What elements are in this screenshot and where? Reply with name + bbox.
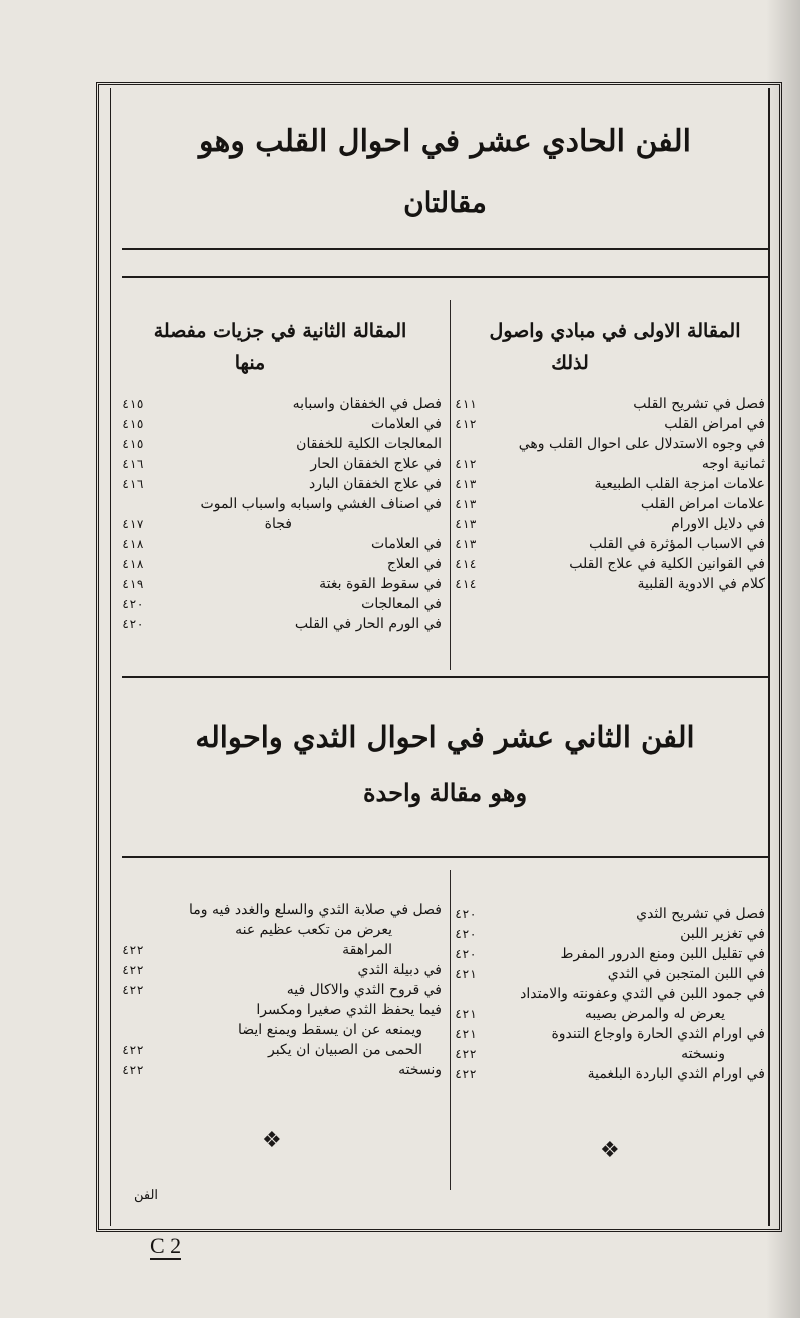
entry-page: ٤١١ bbox=[455, 397, 477, 411]
entry-title: فيما يحفظ الثدي صغيرا ومكسرا bbox=[256, 1002, 442, 1018]
entry-title: في وجوه الاستدلال على احوال القلب وهي bbox=[518, 436, 765, 452]
entry-page: ٤١٤ bbox=[455, 557, 477, 571]
toc-entry bbox=[122, 574, 442, 594]
toc-entry bbox=[455, 964, 765, 984]
entry-page: ٤١٦ bbox=[122, 477, 144, 491]
toc-entry bbox=[122, 434, 442, 454]
entry-page: ٤٢٠ bbox=[455, 907, 477, 921]
entry-title: فجاة bbox=[264, 516, 292, 532]
entry-page: ٤١٨ bbox=[122, 537, 144, 551]
entry-page: ٤٢٢ bbox=[122, 963, 144, 977]
entry-title: في القوانين الكلية في علاج القلب bbox=[569, 556, 765, 572]
toc-entry bbox=[455, 434, 765, 454]
entry-title: يعرض من تكعب عظيم عنه bbox=[235, 922, 392, 938]
entry-title: في دلايل الاورام bbox=[671, 516, 765, 532]
entry-title: فصل في تشريح الثدي bbox=[636, 906, 765, 922]
entry-page: ٤٢٢ bbox=[455, 1047, 477, 1061]
toc-entry bbox=[122, 920, 442, 940]
section2-left-list bbox=[122, 900, 442, 1080]
toc-entry bbox=[122, 394, 442, 414]
entry-title: في العلامات bbox=[370, 416, 442, 432]
section1-left-heading-line1: المقالة الثانية في جزيات مفصلة bbox=[153, 320, 407, 342]
entry-page: ٤١٦ bbox=[122, 457, 144, 471]
toc-entry bbox=[455, 1044, 765, 1064]
ornament-right: ❖ bbox=[600, 1138, 620, 1163]
toc-entry bbox=[122, 494, 442, 514]
divider-top bbox=[122, 248, 768, 250]
toc-entry bbox=[122, 1000, 442, 1020]
entry-title: في العلامات bbox=[370, 536, 442, 552]
divider-top-2 bbox=[122, 276, 768, 278]
toc-entry bbox=[455, 984, 765, 1004]
toc-entry bbox=[122, 614, 442, 634]
toc-entry bbox=[455, 574, 765, 594]
entry-page: ٤١٢ bbox=[455, 417, 477, 431]
entry-page: ٤١٥ bbox=[122, 397, 144, 411]
section1-title-line1: الفن الحادي عشر في احوال القلب وهو bbox=[199, 124, 691, 159]
column-divider-1 bbox=[450, 300, 451, 670]
section1-right-list bbox=[455, 394, 765, 594]
entry-page: ٤١٣ bbox=[455, 537, 477, 551]
entry-title: كلام في الادوية القلبية bbox=[637, 576, 765, 592]
entry-title: في قروح الثدي والاكال فيه bbox=[286, 982, 442, 998]
section1-right-heading-line2: لذلك bbox=[551, 352, 589, 374]
toc-entry bbox=[455, 904, 765, 924]
toc-entry bbox=[122, 554, 442, 574]
toc-entry bbox=[455, 1064, 765, 1084]
toc-entry bbox=[122, 594, 442, 614]
entry-title: فصل في تشريح القلب bbox=[633, 396, 765, 412]
section1-left-list bbox=[122, 394, 442, 634]
entry-page: ٤٢٢ bbox=[455, 1067, 477, 1081]
entry-page: ٤١٤ bbox=[455, 577, 477, 591]
entry-title: المعالجات الكلية للخفقان bbox=[296, 436, 442, 452]
entry-title: الحمى من الصبيان ان يكبر bbox=[268, 1042, 422, 1058]
printer-signature: C 2 bbox=[150, 1233, 182, 1258]
toc-entry bbox=[122, 940, 442, 960]
entry-title: علامات امراض القلب bbox=[640, 496, 765, 512]
toc-entry bbox=[122, 980, 442, 1000]
entry-title: في سقوط القوة بغتة bbox=[319, 576, 442, 592]
entry-page: ٤٢٠ bbox=[455, 927, 477, 941]
entry-page: ٤٢١ bbox=[455, 1027, 477, 1041]
entry-page: ٤٢٠ bbox=[455, 947, 477, 961]
toc-entry bbox=[122, 1040, 442, 1060]
entry-title: ويمنعه عن ان يسقط ويمنع ايضا bbox=[237, 1022, 422, 1038]
entry-page: ٤١٣ bbox=[455, 477, 477, 491]
entry-title: في دبيلة الثدي bbox=[357, 962, 442, 978]
toc-entry bbox=[122, 900, 442, 920]
section1-right-heading-line1: المقالة الاولى في مبادي واصول bbox=[489, 320, 741, 342]
entry-title: في تغزير اللبن bbox=[680, 926, 765, 942]
entry-page: ٤٢١ bbox=[455, 967, 477, 981]
entry-title: في تقليل اللبن ومنع الدرور المفرط bbox=[560, 946, 765, 962]
entry-title: في اورام الثدي الباردة البلغمية bbox=[587, 1066, 765, 1082]
entry-page: ٤١٥ bbox=[122, 437, 144, 451]
section1-left-heading-line2: منها bbox=[234, 352, 266, 374]
entry-title: في المعالجات bbox=[361, 596, 442, 612]
entry-page: ٤٢٢ bbox=[122, 983, 144, 997]
entry-title: في علاج الخفقان الحار bbox=[310, 456, 442, 472]
section2-title-line1: الفن الثاني عشر في احوال الثدي واحواله bbox=[195, 720, 695, 754]
entry-title: في اللبن المتجبن في الثدي bbox=[607, 966, 765, 982]
toc-entry bbox=[455, 514, 765, 534]
toc-entry bbox=[122, 960, 442, 980]
entry-title: علامات امزجة القلب الطبيعية bbox=[594, 476, 765, 492]
entry-title: ونسخته bbox=[681, 1046, 725, 1062]
section2-right-list bbox=[455, 904, 765, 1084]
entry-title: في جمود اللبن في الثدي وعفونته والامتداد bbox=[520, 986, 765, 1002]
entry-page: ٤٢٠ bbox=[122, 617, 144, 631]
entry-page: ٤٢٠ bbox=[122, 597, 144, 611]
entry-page: ٤٢٢ bbox=[122, 943, 144, 957]
entry-title: في علاج الخفقان البارد bbox=[309, 476, 442, 492]
entry-page: ٤١٧ bbox=[122, 517, 144, 531]
toc-entry bbox=[455, 414, 765, 434]
toc-entry bbox=[455, 554, 765, 574]
section1-title-line2: مقالتان bbox=[403, 186, 487, 219]
toc-entry bbox=[455, 1024, 765, 1044]
entry-title: فصل في الخفقان واسبابه bbox=[292, 396, 442, 412]
toc-entry bbox=[455, 1004, 765, 1024]
entry-page: ٤١٨ bbox=[122, 557, 144, 571]
ornament-left: ❖ bbox=[262, 1128, 282, 1153]
entry-title: في اصناف الغشي واسبابه واسباب الموت bbox=[200, 496, 442, 512]
toc-entry bbox=[122, 514, 442, 534]
toc-entry bbox=[455, 534, 765, 554]
entry-title: في امراض القلب bbox=[664, 416, 765, 432]
entry-title: في الاسباب المؤثرة في القلب bbox=[589, 536, 765, 552]
entry-page: ٤١٣ bbox=[455, 497, 477, 511]
toc-entry bbox=[122, 1060, 442, 1080]
entry-title: في الورم الحار في القلب bbox=[294, 616, 442, 632]
toc-entry bbox=[122, 414, 442, 434]
entry-page: ٤١٢ bbox=[455, 457, 477, 471]
toc-entry bbox=[455, 494, 765, 514]
entry-page: ٤٢٢ bbox=[122, 1063, 144, 1077]
catchword: الفن bbox=[134, 1188, 159, 1203]
entry-title: ونسخته bbox=[398, 1062, 442, 1078]
entry-page: ٤١٥ bbox=[122, 417, 144, 431]
entry-page: ٤١٣ bbox=[455, 517, 477, 531]
toc-entry bbox=[455, 924, 765, 944]
column-divider-2 bbox=[450, 870, 451, 1190]
entry-title: المراهقة bbox=[342, 942, 392, 958]
toc-entry bbox=[455, 454, 765, 474]
toc-entry bbox=[455, 394, 765, 414]
toc-entry bbox=[122, 474, 442, 494]
entry-title: في العلاج bbox=[386, 556, 442, 572]
divider-lower bbox=[122, 856, 768, 858]
entry-title: في اورام الثدي الحارة واوجاع التندوة bbox=[551, 1026, 765, 1042]
toc-entry bbox=[455, 944, 765, 964]
entry-title: فصل في صلابة الثدي والسلع والغدد فيه وما bbox=[189, 902, 442, 918]
toc-entry bbox=[122, 454, 442, 474]
entry-page: ٤١٩ bbox=[122, 577, 144, 591]
toc-entry bbox=[122, 1020, 442, 1040]
section2-title-line2: وهو مقالة واحدة bbox=[362, 778, 528, 807]
divider-middle bbox=[122, 676, 768, 678]
entry-title: يعرض له والمرض بصيبه bbox=[584, 1006, 725, 1022]
toc-entry bbox=[122, 534, 442, 554]
entry-page: ٤٢٢ bbox=[122, 1043, 144, 1057]
entry-page: ٤٢١ bbox=[455, 1007, 477, 1021]
toc-entry bbox=[455, 474, 765, 494]
entry-title: ثمانية اوجه bbox=[701, 456, 765, 472]
